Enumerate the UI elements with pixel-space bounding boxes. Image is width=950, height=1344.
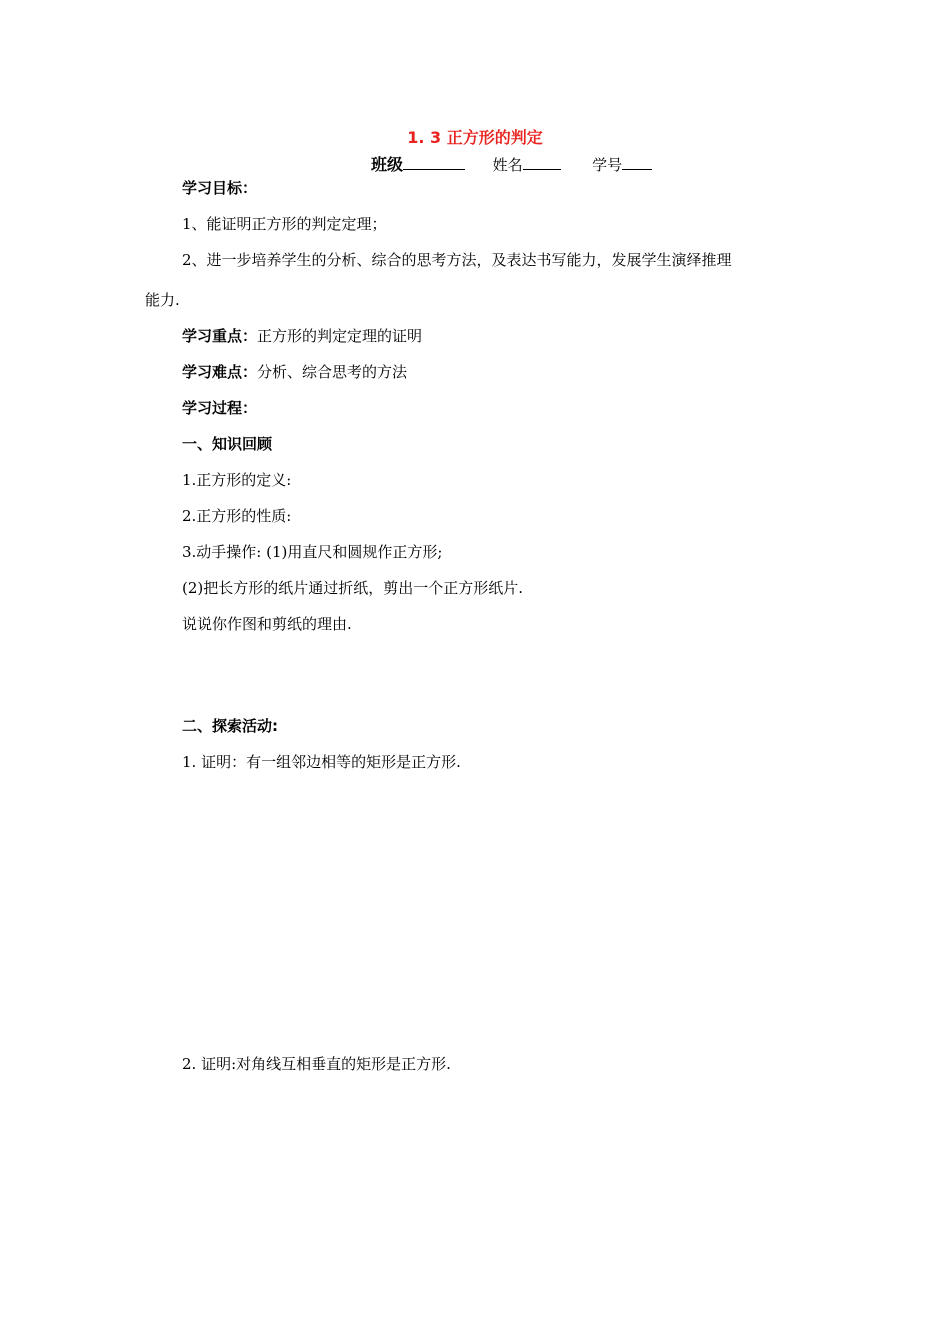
review-item-3: 3.动手操作: (1)用直尺和圆规作正方形;	[182, 543, 443, 561]
name-label: 姓名	[492, 156, 523, 174]
objective-2-line2: 能力.	[145, 291, 180, 309]
key-point-text: 正方形的判定定理的证明	[257, 327, 423, 345]
review-item-4: 说说你作图和剪纸的理由.	[182, 615, 352, 633]
key-point-label: 学习重点：	[182, 327, 258, 345]
process-heading: 学习过程：	[182, 399, 258, 417]
header-fields	[371, 153, 652, 175]
difficulty-text: 分析、综合思考的方法	[257, 363, 408, 381]
difficulty-label: 学习难点：	[182, 363, 258, 381]
difficulty	[182, 362, 407, 382]
section2-heading: 二、探索活动:	[182, 717, 278, 735]
class-label: 班级	[371, 155, 404, 174]
review-item-3b: (2)把长方形的纸片通过折纸，剪出一个正方形纸片.	[182, 579, 524, 597]
review-item-2: 2.正方形的性质:	[182, 507, 292, 525]
section1-heading: 一、知识回顾	[182, 435, 273, 453]
key-point	[182, 326, 422, 346]
class-blank[interactable]	[403, 153, 465, 170]
objectives-heading: 学习目标：	[182, 179, 258, 197]
review-item-1: 1.正方形的定义:	[182, 471, 292, 489]
number-label: 学号	[592, 156, 623, 174]
objective-2-line1: 2、进一步培养学生的分析、综合的思考方法，及表达书写能力，发展学生演绎推理	[182, 251, 732, 269]
activity-1: 1. 证明：有一组邻边相等的矩形是正方形.	[182, 753, 461, 771]
number-blank[interactable]	[622, 153, 652, 170]
name-blank[interactable]	[523, 153, 561, 170]
objective-1: 1、能证明正方形的判定定理；	[182, 215, 387, 233]
activity-2: 2. 证明:对角线互相垂直的矩形是正方形.	[182, 1055, 451, 1073]
page-title: 1. 3 正方形的判定	[407, 128, 543, 147]
